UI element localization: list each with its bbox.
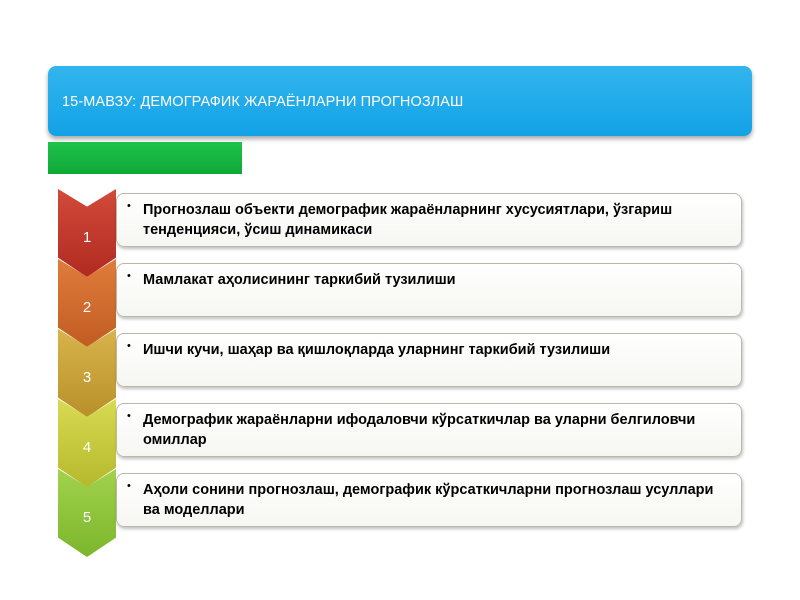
bullet-icon: • [127, 480, 131, 492]
bullet-icon: • [127, 340, 131, 352]
bullet-icon: • [127, 270, 131, 282]
bullet-icon: • [127, 410, 131, 422]
list-item [58, 263, 742, 317]
step-text: Аҳоли сонини прогнозлаш, демографик кўрсаткичларни прогнозлаш усуллари ва моделлари [143, 482, 714, 518]
list-item [58, 193, 742, 247]
list-item [58, 473, 742, 527]
title-bar [48, 66, 752, 136]
step-number: 3 [82, 369, 92, 386]
step-text: Прогнозлаш объекти демографик жараёнларнинг хусусиятлари, ўзгариш тенденцияси, ўсиш динамикаси [143, 202, 673, 238]
list-item [58, 333, 742, 387]
step-text: Мамлакат аҳолисининг таркибий тузилиши [143, 272, 456, 288]
green-accent-bar [48, 142, 242, 174]
step-card [116, 193, 742, 247]
step-number: 5 [82, 509, 92, 526]
step-text: Демографик жараёнларни ифодаловчи кўрсаткичлар ва уларни белгиловчи омиллар [143, 412, 696, 448]
bullet-icon: • [127, 200, 131, 212]
step-number: 4 [82, 439, 92, 456]
list-item [58, 403, 742, 457]
step-text: Ишчи кучи, шаҳар ва қишлоқларда уларнинг таркибий тузилиши [143, 342, 611, 358]
step-card [116, 263, 742, 317]
step-card [116, 333, 742, 387]
step-number: 1 [82, 229, 92, 246]
step-card [116, 403, 742, 457]
step-card [116, 473, 742, 527]
slide-title: 15-МАВЗУ: ДЕМОГРАФИК ЖАРАЁНЛАРНИ ПРОГНОЗЛАШ [62, 94, 464, 110]
step-number: 2 [82, 299, 92, 316]
